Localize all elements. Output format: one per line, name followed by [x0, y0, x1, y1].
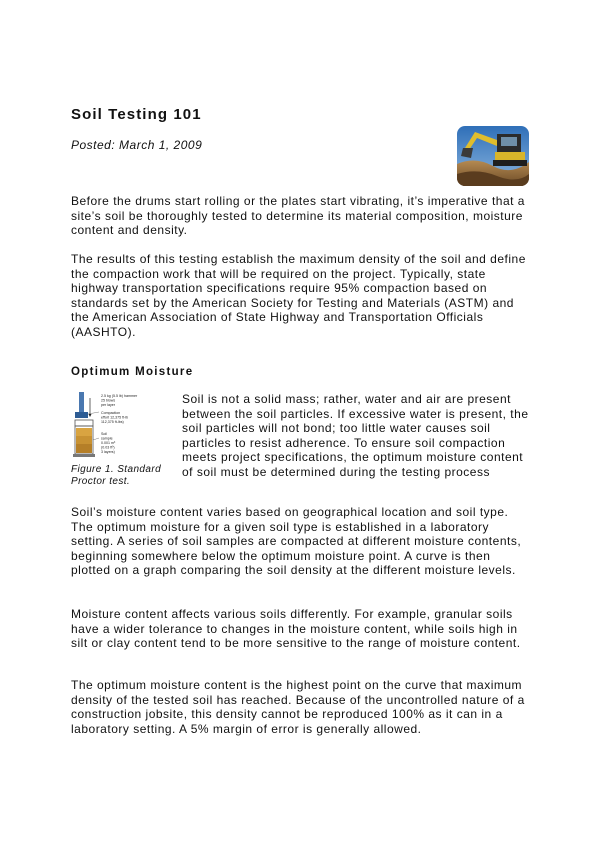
figure-label-soil-2: sample [101, 436, 113, 441]
figure-label-compaction-3: 112,375 ft-lbs) [101, 420, 124, 424]
moisture-paragraph-2: Moisture content affects various soils differently. For example, granular soils have a wider tolerance to changes in the moisture content, while soils high in silt or clay content tend to be more sensitive to the range of moisture content. [71, 607, 521, 651]
proctor-test-figure [71, 390, 171, 462]
figure-label-soil-1: Soil [101, 432, 107, 436]
excavator-photo-image [457, 126, 529, 186]
intro-paragraph-1: Before the drums start rolling or the plates start vibrating, it’s imperative that a site’s soil be thoroughly tested to determine its material composition, moisture content and density. [71, 194, 525, 238]
figure-label-soil-4: (0.03 ft³) [101, 445, 115, 450]
figure-label-hammer-1: 2.5 kg (5.5 lb) hammer [101, 394, 138, 398]
moisture-paragraph-3: The optimum moisture content is the highest point on the curve that maximum density of the tested soil has reached. Because of the uncontrolled nature of a construction jobsite, this density cannot be reproduced 100% as it can in a laboratory setting. A 5% margin of error is generally allowed. [71, 678, 525, 736]
figure-caption: Figure 1. Standard Proctor test. [71, 464, 162, 488]
excavator-photo [457, 126, 529, 186]
proctor-diagram [71, 390, 171, 462]
figure-label-soil-5: 3 layers) [101, 450, 115, 454]
article-title: Soil Testing 101 [71, 106, 202, 123]
figure-label-hammer-2: 25 blows [101, 398, 116, 403]
moisture-paragraph-1: Soil’s moisture content varies based on geographical location and soil type. The optimum moisture for a given soil type is established in a laboratory setting. A series of soil samples are compacted at different moisture contents, beginning somewhere below the optimum moisture point. A curve is then plotted on a graph comparing the soil density at the different moisture levels. [71, 505, 522, 578]
intro-paragraph-2: The results of this testing establish the maximum density of the soil and define the compaction work that will be required on the project. Typically, state highway transportation specifications require 95% compaction based on standards set by the American Society for Testing and Materials (ASTM) and the American Association of State Highway and Transportation Officials (AASHTO). [71, 252, 526, 339]
figure-label-compaction-1: Compaction [101, 411, 121, 415]
moisture-intro-paragraph: Soil is not a solid mass; rather, water and air are present between the soil particles. If excessive water is present, the soil particles will not bond; too little water causes soil particles to resist adherence. To ensure soil compaction meets project specifications, the optimum moisture content of soil must be determined during the testing process [182, 392, 529, 479]
posted-date: Posted: March 1, 2009 [71, 138, 203, 152]
figure-label-hammer-3: per layer [101, 403, 115, 407]
figure-label-compaction-2: effort 12,375 ft-lb [101, 415, 129, 420]
section-heading: Optimum Moisture [71, 366, 194, 378]
figure-label-soil-3: 0.001 m³ [101, 441, 116, 445]
